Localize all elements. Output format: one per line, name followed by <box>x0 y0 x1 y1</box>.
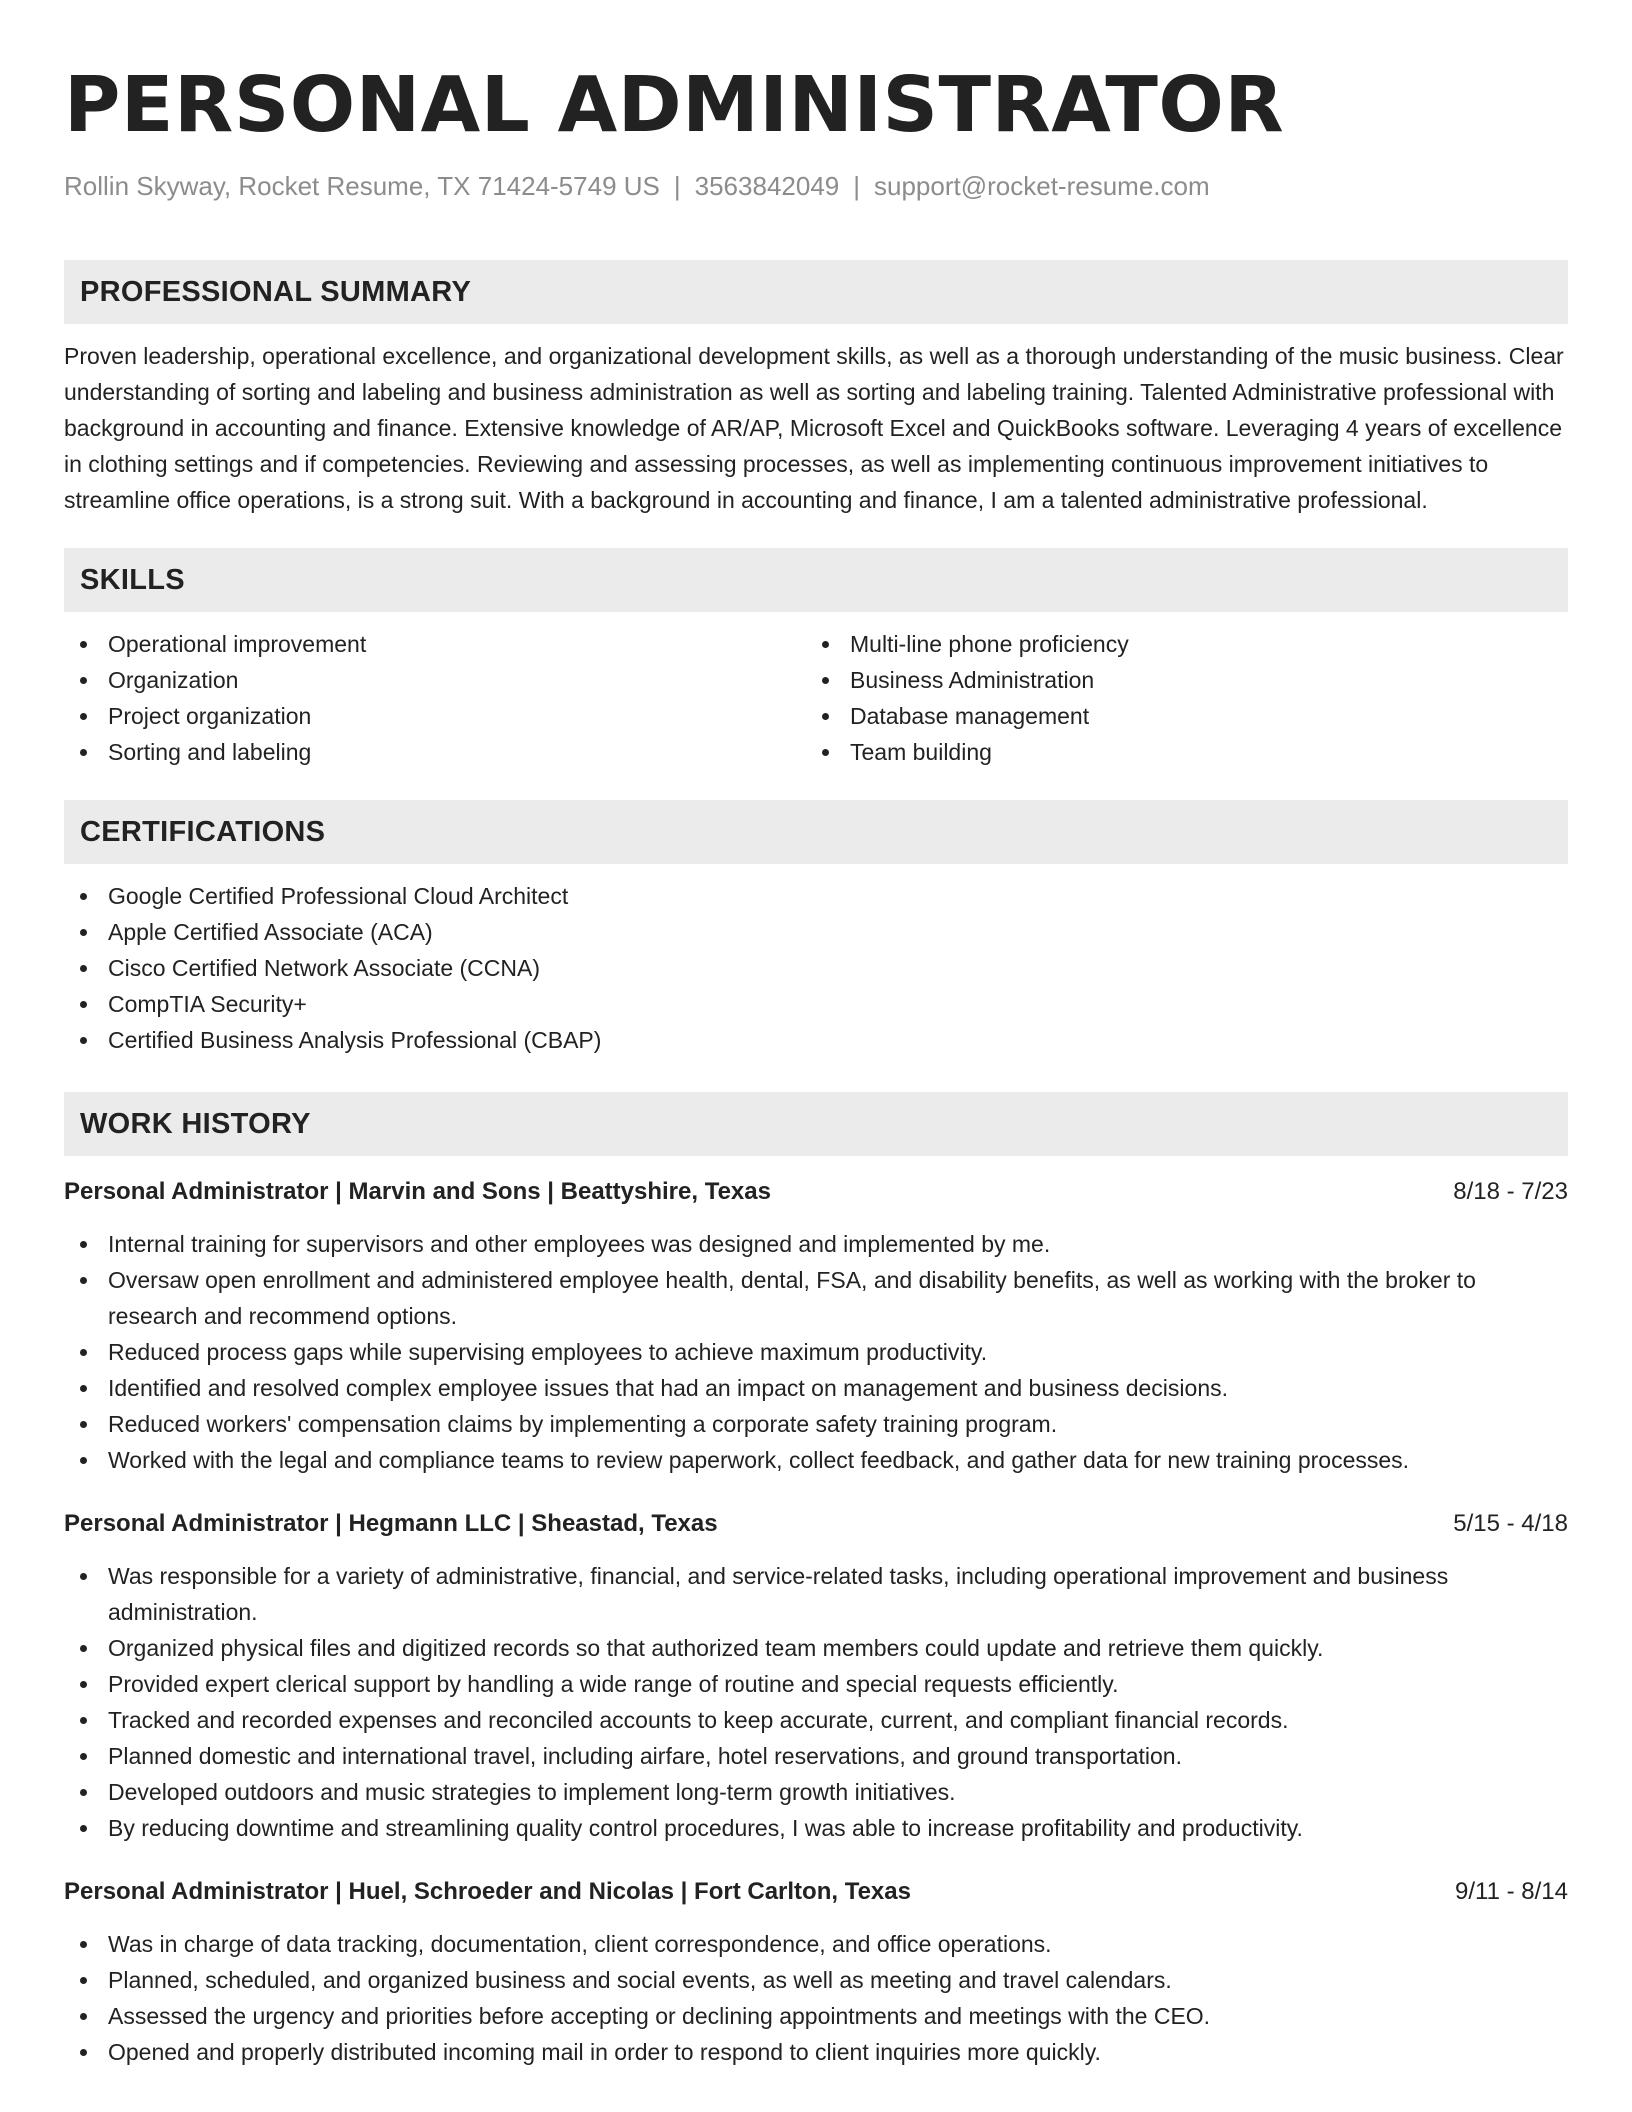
job-dates: 8/18 - 7/23 <box>1453 1178 1568 1205</box>
certification-item: Apple Certified Associate (ACA) <box>64 914 1568 950</box>
contact-line <box>64 170 1568 202</box>
job-bullet: By reducing downtime and streamlining quality control procedures, I was able to increase profitability and productivity. <box>64 1810 1568 1846</box>
job-entry <box>64 1874 1568 2070</box>
job-bullet: Identified and resolved complex employee issues that had an impact on management and business decisions. <box>64 1370 1568 1406</box>
job-bullet: Planned domestic and international travel, including airfare, hotel reservations, and ground transportation. <box>64 1738 1568 1774</box>
job-bullet: Assessed the urgency and priorities before accepting or declining appointments and meetings with the CEO. <box>64 1998 1568 2034</box>
resume-page <box>64 58 1568 2070</box>
job-bullet: Worked with the legal and compliance teams to review paperwork, collect feedback, and gather data for new training processes. <box>64 1442 1568 1478</box>
skill-item: Project organization <box>64 698 806 734</box>
contact-separator: | <box>673 171 681 201</box>
job-heading-row <box>64 1174 1568 1210</box>
skills-list-right <box>806 626 1548 770</box>
job-bullet: Was responsible for a variety of administrative, financial, and service-related tasks, including operational improvement and business administration. <box>64 1558 1568 1630</box>
section-header-summary: PROFESSIONAL SUMMARY <box>64 260 1568 324</box>
section-header-certifications: CERTIFICATIONS <box>64 800 1568 864</box>
certification-item: CompTIA Security+ <box>64 986 1568 1022</box>
job-entry <box>64 1506 1568 1846</box>
job-bullet: Opened and properly distributed incoming mail in order to respond to client inquiries more quickly. <box>64 2034 1568 2070</box>
job-heading: Personal Administrator | Hegmann LLC | Sheastad, Texas <box>64 1510 718 1537</box>
job-dates: 9/11 - 8/14 <box>1455 1878 1568 1905</box>
job-heading-row <box>64 1506 1568 1542</box>
job-heading-row <box>64 1874 1568 1910</box>
contact-separator: | <box>853 171 861 201</box>
skill-item: Team building <box>806 734 1548 770</box>
certification-item: Google Certified Professional Cloud Architect <box>64 878 1568 914</box>
job-bullet: Developed outdoors and music strategies to implement long-term growth initiatives. <box>64 1774 1568 1810</box>
job-bullet-list <box>64 1926 1568 2070</box>
contact-email: support@rocket-resume.com <box>874 171 1210 201</box>
summary-text: Proven leadership, operational excellence, and organizational development skills, as well as a thorough understanding of the music business. Clear understanding of sorting and labeling and business administration as well as sorting and labeling training. Talented Administrative professional with background in accounting and finance. Extensive knowledge of AR/AP, Microsoft Excel and QuickBooks software. Leveraging 4 years of excellence in clothing settings and if competencies. Reviewing and assessing processes, as well as implementing continuous improvement initiatives to streamline office operations, is a strong suit. With a background in accounting and finance, I am a talented administrative professional. <box>64 343 1564 513</box>
job-bullet-list <box>64 1226 1568 1478</box>
certification-item: Certified Business Analysis Professional (CBAP) <box>64 1022 1568 1058</box>
job-bullet: Provided expert clerical support by handling a wide range of routine and special requests efficiently. <box>64 1666 1568 1702</box>
job-bullet: Internal training for supervisors and other employees was designed and implemented by me. <box>64 1226 1568 1262</box>
skill-item: Business Administration <box>806 662 1548 698</box>
contact-phone: 3563842049 <box>694 171 840 201</box>
job-bullet: Reduced workers' compensation claims by implementing a corporate safety training program. <box>64 1406 1568 1442</box>
section-header-skills: SKILLS <box>64 548 1568 612</box>
job-bullet: Reduced process gaps while supervising employees to achieve maximum productivity. <box>64 1334 1568 1370</box>
job-heading: Personal Administrator | Marvin and Sons | Beattyshire, Texas <box>64 1178 771 1205</box>
job-bullet: Organized physical files and digitized records so that authorized team members could update and retrieve them quickly. <box>64 1630 1568 1666</box>
skill-item: Operational improvement <box>64 626 806 662</box>
skill-item: Organization <box>64 662 806 698</box>
job-bullet: Oversaw open enrollment and administered employee health, dental, FSA, and disability benefits, as well as working with the broker to research and recommend options. <box>64 1262 1568 1334</box>
certification-item: Cisco Certified Network Associate (CCNA) <box>64 950 1568 986</box>
job-entry <box>64 1174 1568 1478</box>
job-bullet: Planned, scheduled, and organized business and social events, as well as meeting and travel calendars. <box>64 1962 1568 1998</box>
skill-item: Multi-line phone proficiency <box>806 626 1548 662</box>
skills-grid <box>64 626 1568 770</box>
resume-title: PERSONAL ADMINISTRATOR <box>64 61 1285 150</box>
section-header-work-history: WORK HISTORY <box>64 1092 1568 1156</box>
job-heading: Personal Administrator | Huel, Schroeder and Nicolas | Fort Carlton, Texas <box>64 1878 911 1905</box>
job-bullet: Tracked and recorded expenses and reconciled accounts to keep accurate, current, and compliant financial records. <box>64 1702 1568 1738</box>
certifications-list <box>64 878 1568 1058</box>
skill-item: Database management <box>806 698 1548 734</box>
job-bullet: Was in charge of data tracking, documentation, client correspondence, and office operations. <box>64 1926 1568 1962</box>
skills-list-left <box>64 626 806 770</box>
contact-address: Rollin Skyway, Rocket Resume, TX 71424-5749 US <box>64 171 660 201</box>
skill-item: Sorting and labeling <box>64 734 806 770</box>
job-dates: 5/15 - 4/18 <box>1453 1510 1568 1537</box>
job-bullet-list <box>64 1558 1568 1846</box>
